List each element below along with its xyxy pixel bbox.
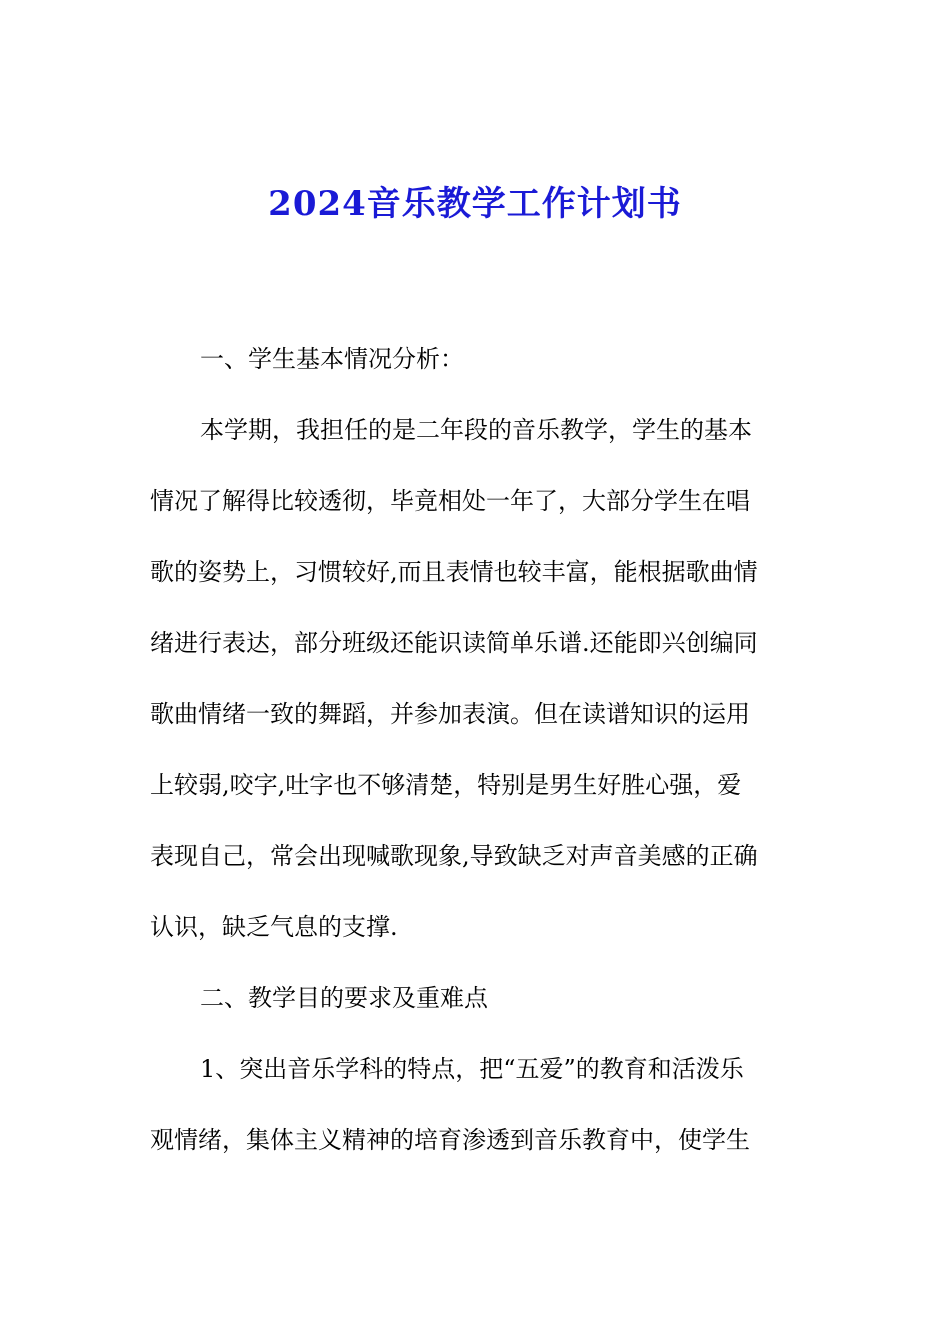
body-line: 观情绪，集体主义精神的培育渗透到音乐教育中，使学生 bbox=[150, 1126, 750, 1154]
body-line: 情况了解得比较透彻，毕竟相处一年了，大部分学生在唱 bbox=[150, 487, 750, 515]
body-line: 绪进行表达，部分班级还能识读简单乐谱.还能即兴创编同 bbox=[150, 629, 758, 657]
body-line: 本学期，我担任的是二年段的音乐教学，学生的基本 bbox=[200, 416, 752, 444]
body-line: 一、学生基本情况分析： bbox=[200, 345, 464, 373]
body-line: 上较弱,咬字,吐字也不够清楚，特别是男生好胜心强，爱 bbox=[150, 771, 742, 799]
body-line: 1、突出音乐学科的特点，把“五爱”的教育和活泼乐 bbox=[200, 1055, 744, 1083]
body-line: 表现自己，常会出现喊歌现象,导致缺乏对声音美感的正确 bbox=[150, 842, 758, 870]
body-line: 认识，缺乏气息的支撑. bbox=[150, 913, 398, 941]
body-line: 歌曲情绪一致的舞蹈，并参加表演。但在读谱知识的运用 bbox=[150, 700, 750, 728]
body-line: 歌的姿势上，习惯较好,而且表情也较丰富，能根据歌曲情 bbox=[150, 558, 758, 586]
document-title: 2024音乐教学工作计划书 bbox=[268, 184, 682, 224]
body-line: 二、教学目的要求及重难点 bbox=[200, 984, 488, 1012]
document-body bbox=[150, 332, 810, 1184]
